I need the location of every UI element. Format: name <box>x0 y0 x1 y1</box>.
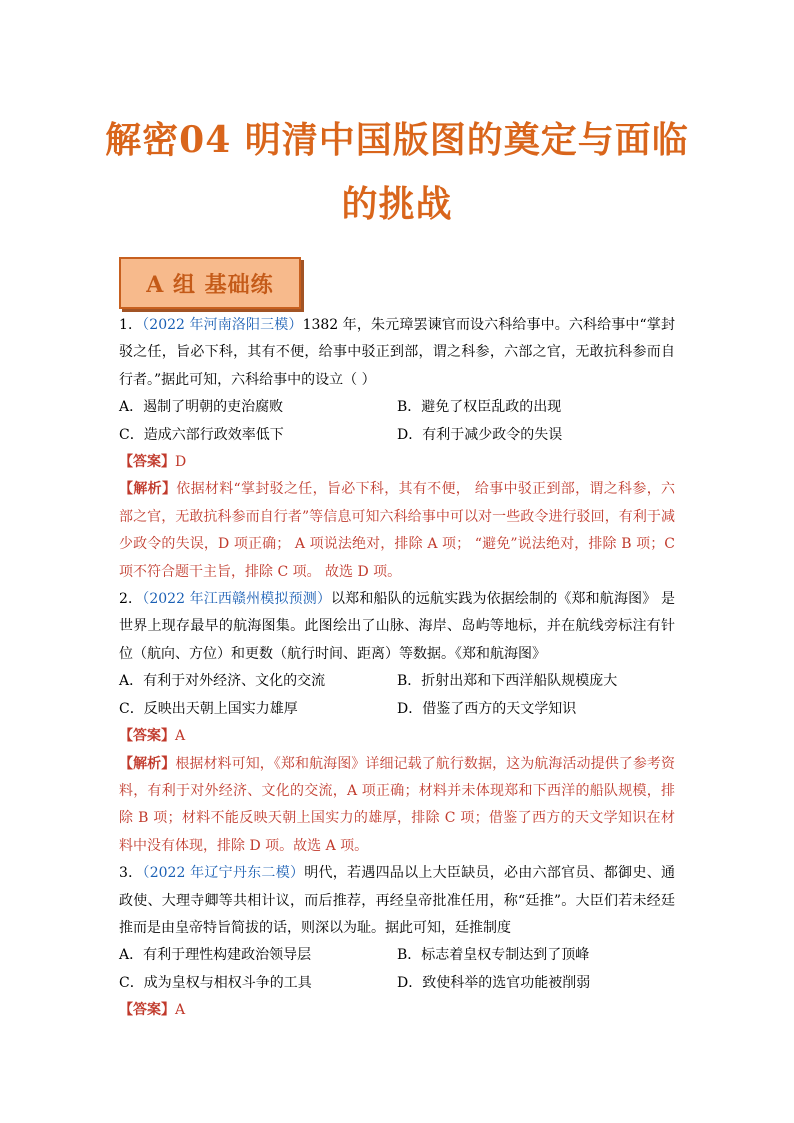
question-list <box>119 312 675 1025</box>
question-1-answer <box>119 449 675 476</box>
question-1-stem <box>119 312 675 394</box>
option-b: B．标志着皇权专制达到了顶峰 <box>397 947 590 964</box>
answer-value: D <box>175 454 187 471</box>
answer-tag: 【答案】 <box>119 454 175 471</box>
section-header-box <box>119 257 301 309</box>
answer-value: A <box>175 728 186 745</box>
question-number: 1． <box>119 317 143 333</box>
option-b: B．避免了权臣乱政的出现 <box>397 399 562 416</box>
analysis-tag: 【解析】 <box>119 481 177 498</box>
analysis-tag: 【解析】 <box>119 755 176 772</box>
question-3-stem <box>119 860 675 942</box>
analysis-text: 依据材料“掌封驳之任，旨必下科，其有不便， 给事中驳正到部，谓之科参，六部之官，无敢抗科参而自行者”等信息可知六科给事中可以对一些政令进行驳回，有利于减少政令的失误，D 项正确； A 项说法绝对，排除 A 项； “避免”说法绝对，排除 B 项；C 项不符合题干主旨，排除 C 项。 故选 D 项。 <box>119 481 676 580</box>
answer-tag: 【答案】 <box>119 728 175 745</box>
question-2-answer <box>119 723 675 750</box>
option-c: C．成为皇权与相权斗争的工具 <box>119 974 312 991</box>
answer-tag: 【答案】 <box>119 1002 175 1019</box>
option-a: A．遏制了明朝的吏治腐败 <box>119 399 284 416</box>
option-d: D．有利于减少政令的失误 <box>397 426 563 443</box>
option-c: C．反映出天朝上国实力雄厚 <box>119 700 298 717</box>
question-source: （2022 年辽宁丹东二模） <box>142 865 305 882</box>
section-header-label: A 组 基础练 <box>146 271 274 298</box>
option-d: D．致使科举的选官功能被削弱 <box>397 974 591 991</box>
question-number: 3． <box>119 865 143 882</box>
question-1-options <box>119 394 675 449</box>
question-text: 1382 年，朱元璋罢谏官而设六科给事中。六科给事中“掌封驳之任，旨必下科，其有不便，给事中驳正到部，谓之科参，六部之官，无敢抗科参而自行者。”据此可知，六科给事中的设立（ ） <box>119 317 675 388</box>
question-1-analysis <box>119 476 675 586</box>
option-a: A．有利于对外经济、文化的交流 <box>119 673 326 690</box>
question-3-options <box>119 942 675 997</box>
option-d: D．借鉴了西方的天文学知识 <box>397 700 577 717</box>
analysis-text: 根据材料可知，《郑和航海图》详细记载了航行数据，这为航海活动提供了参考资料，有利于对外经济、文化的交流，A 项正确；材料并未体现郑和下西洋的船队规模，排除 B 项；材料不能反映天朝上国实力的雄厚，排除 C 项；借鉴了西方的天文学知识在材料中没有体现，排除 D 项。故选 A 项。 <box>119 755 676 854</box>
question-2-options <box>119 668 675 723</box>
question-2-analysis <box>119 751 675 861</box>
page-title-line-2: 的挑战 <box>341 183 453 225</box>
question-3-answer <box>119 997 675 1024</box>
option-a: A．有利于理性构建政治领导层 <box>119 947 312 964</box>
option-c: C．造成六部行政效率低下 <box>119 426 284 443</box>
question-source: （2022 年江西赣州模拟预测） <box>142 591 332 608</box>
question-source: （2022 年河南洛阳三模） <box>142 317 303 333</box>
option-b: B．折射出郑和下西洋船队规模庞大 <box>397 673 618 690</box>
page-title-line-1: 解密04 明清中国版图的奠定与面临 <box>105 119 689 161</box>
question-2-stem <box>119 586 675 668</box>
question-text: 明代，若遇四品以上大臣缺员，必由六部官员、都御史、通政使、大理寺卿等共相计议，而后推荐，再经皇帝批准任用，称“廷推”。大臣们若未经廷推而是由皇帝特旨简拔的话，则深以为耻。据此可知，廷推制度 <box>119 865 675 936</box>
question-number: 2． <box>119 591 143 608</box>
answer-value: A <box>175 1002 186 1019</box>
question-text: 以郑和船队的远航实践为依据绘制的《郑和航海图》 是世界上现存最早的航海图集。此图绘出了山脉、海岸、岛屿等地标，并在航线旁标注有针位（航向、方位）和更数（航行时间、距离）等数据。《郑和航海图》 <box>119 591 675 662</box>
